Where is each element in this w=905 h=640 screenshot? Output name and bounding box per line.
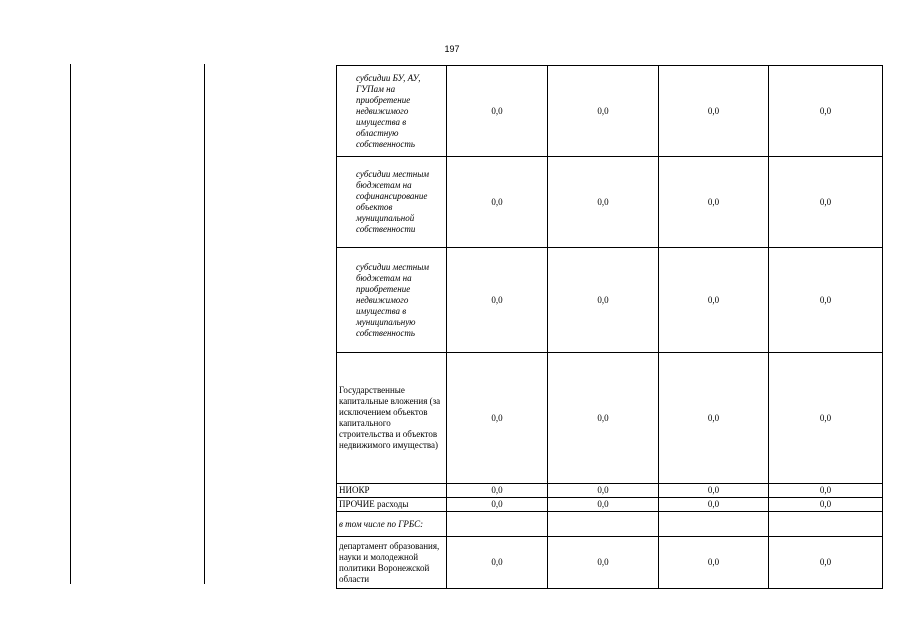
- row-label: в том числе по ГРБС:: [339, 518, 424, 529]
- table-row: [337, 66, 883, 157]
- value-cell: [659, 512, 769, 537]
- value-cell: 0,0: [769, 498, 883, 512]
- table-row: [337, 484, 883, 498]
- value-cell: [447, 512, 548, 537]
- row-label-cell: [337, 248, 447, 353]
- value-cell: 0,0: [447, 248, 548, 353]
- value-cell: 0,0: [769, 537, 883, 589]
- row-label: субсидии местным бюджетам на софинансирование объектов муниципальной собственности: [356, 169, 430, 234]
- table-row: [337, 157, 883, 248]
- value-cell: 0,0: [769, 157, 883, 248]
- value-cell: 0,0: [769, 66, 883, 157]
- value-cell: 0,0: [659, 537, 769, 589]
- row-label-cell: [337, 498, 447, 512]
- value-cell: 0,0: [769, 248, 883, 353]
- value-cell: 0,0: [769, 484, 883, 498]
- row-label: Государственные капитальные вложения (за исключением объектов капитального строительства и объектов недвижимого имущества): [339, 385, 441, 450]
- value-cell: 0,0: [447, 484, 548, 498]
- value-cell: 0,0: [769, 353, 883, 484]
- left-column-rule: [70, 64, 71, 584]
- table-row: [337, 353, 883, 484]
- row-label-cell: [337, 537, 447, 589]
- value-cell: 0,0: [659, 157, 769, 248]
- value-cell: 0,0: [548, 498, 659, 512]
- budget-table: [336, 65, 883, 589]
- row-label-cell: [337, 353, 447, 484]
- table-row: [337, 537, 883, 589]
- value-cell: 0,0: [447, 353, 548, 484]
- row-label-cell: [337, 66, 447, 157]
- table-row: [337, 248, 883, 353]
- value-cell: 0,0: [659, 248, 769, 353]
- value-cell: 0,0: [548, 66, 659, 157]
- row-label-cell: [337, 157, 447, 248]
- row-label: департамент образования, науки и молодежной политики Воронежской области: [339, 540, 440, 584]
- row-label-cell: [337, 512, 447, 537]
- row-label: ПРОЧИЕ расходы: [339, 499, 409, 509]
- value-cell: 0,0: [548, 157, 659, 248]
- row-label: НИОКР: [339, 485, 370, 495]
- row-label: субсидии местным бюджетам на приобретение недвижимого имущества в муниципальную собственность: [356, 261, 430, 338]
- value-cell: [548, 512, 659, 537]
- value-cell: 0,0: [659, 498, 769, 512]
- value-cell: 0,0: [548, 353, 659, 484]
- second-column-rule: [204, 64, 205, 584]
- value-cell: 0,0: [548, 248, 659, 353]
- value-cell: [769, 512, 883, 537]
- value-cell: 0,0: [659, 66, 769, 157]
- value-cell: 0,0: [659, 353, 769, 484]
- value-cell: 0,0: [447, 157, 548, 248]
- value-cell: 0,0: [447, 66, 548, 157]
- table-row: [337, 512, 883, 537]
- value-cell: 0,0: [447, 537, 548, 589]
- page-number: 197: [444, 44, 460, 54]
- value-cell: 0,0: [548, 484, 659, 498]
- table-row: [337, 498, 883, 512]
- row-label-cell: [337, 484, 447, 498]
- value-cell: 0,0: [548, 537, 659, 589]
- value-cell: 0,0: [659, 484, 769, 498]
- value-cell: 0,0: [447, 498, 548, 512]
- row-label: субсидии БУ, АУ, ГУПам на приобретение недвижимого имущества в областную собственность: [356, 72, 421, 149]
